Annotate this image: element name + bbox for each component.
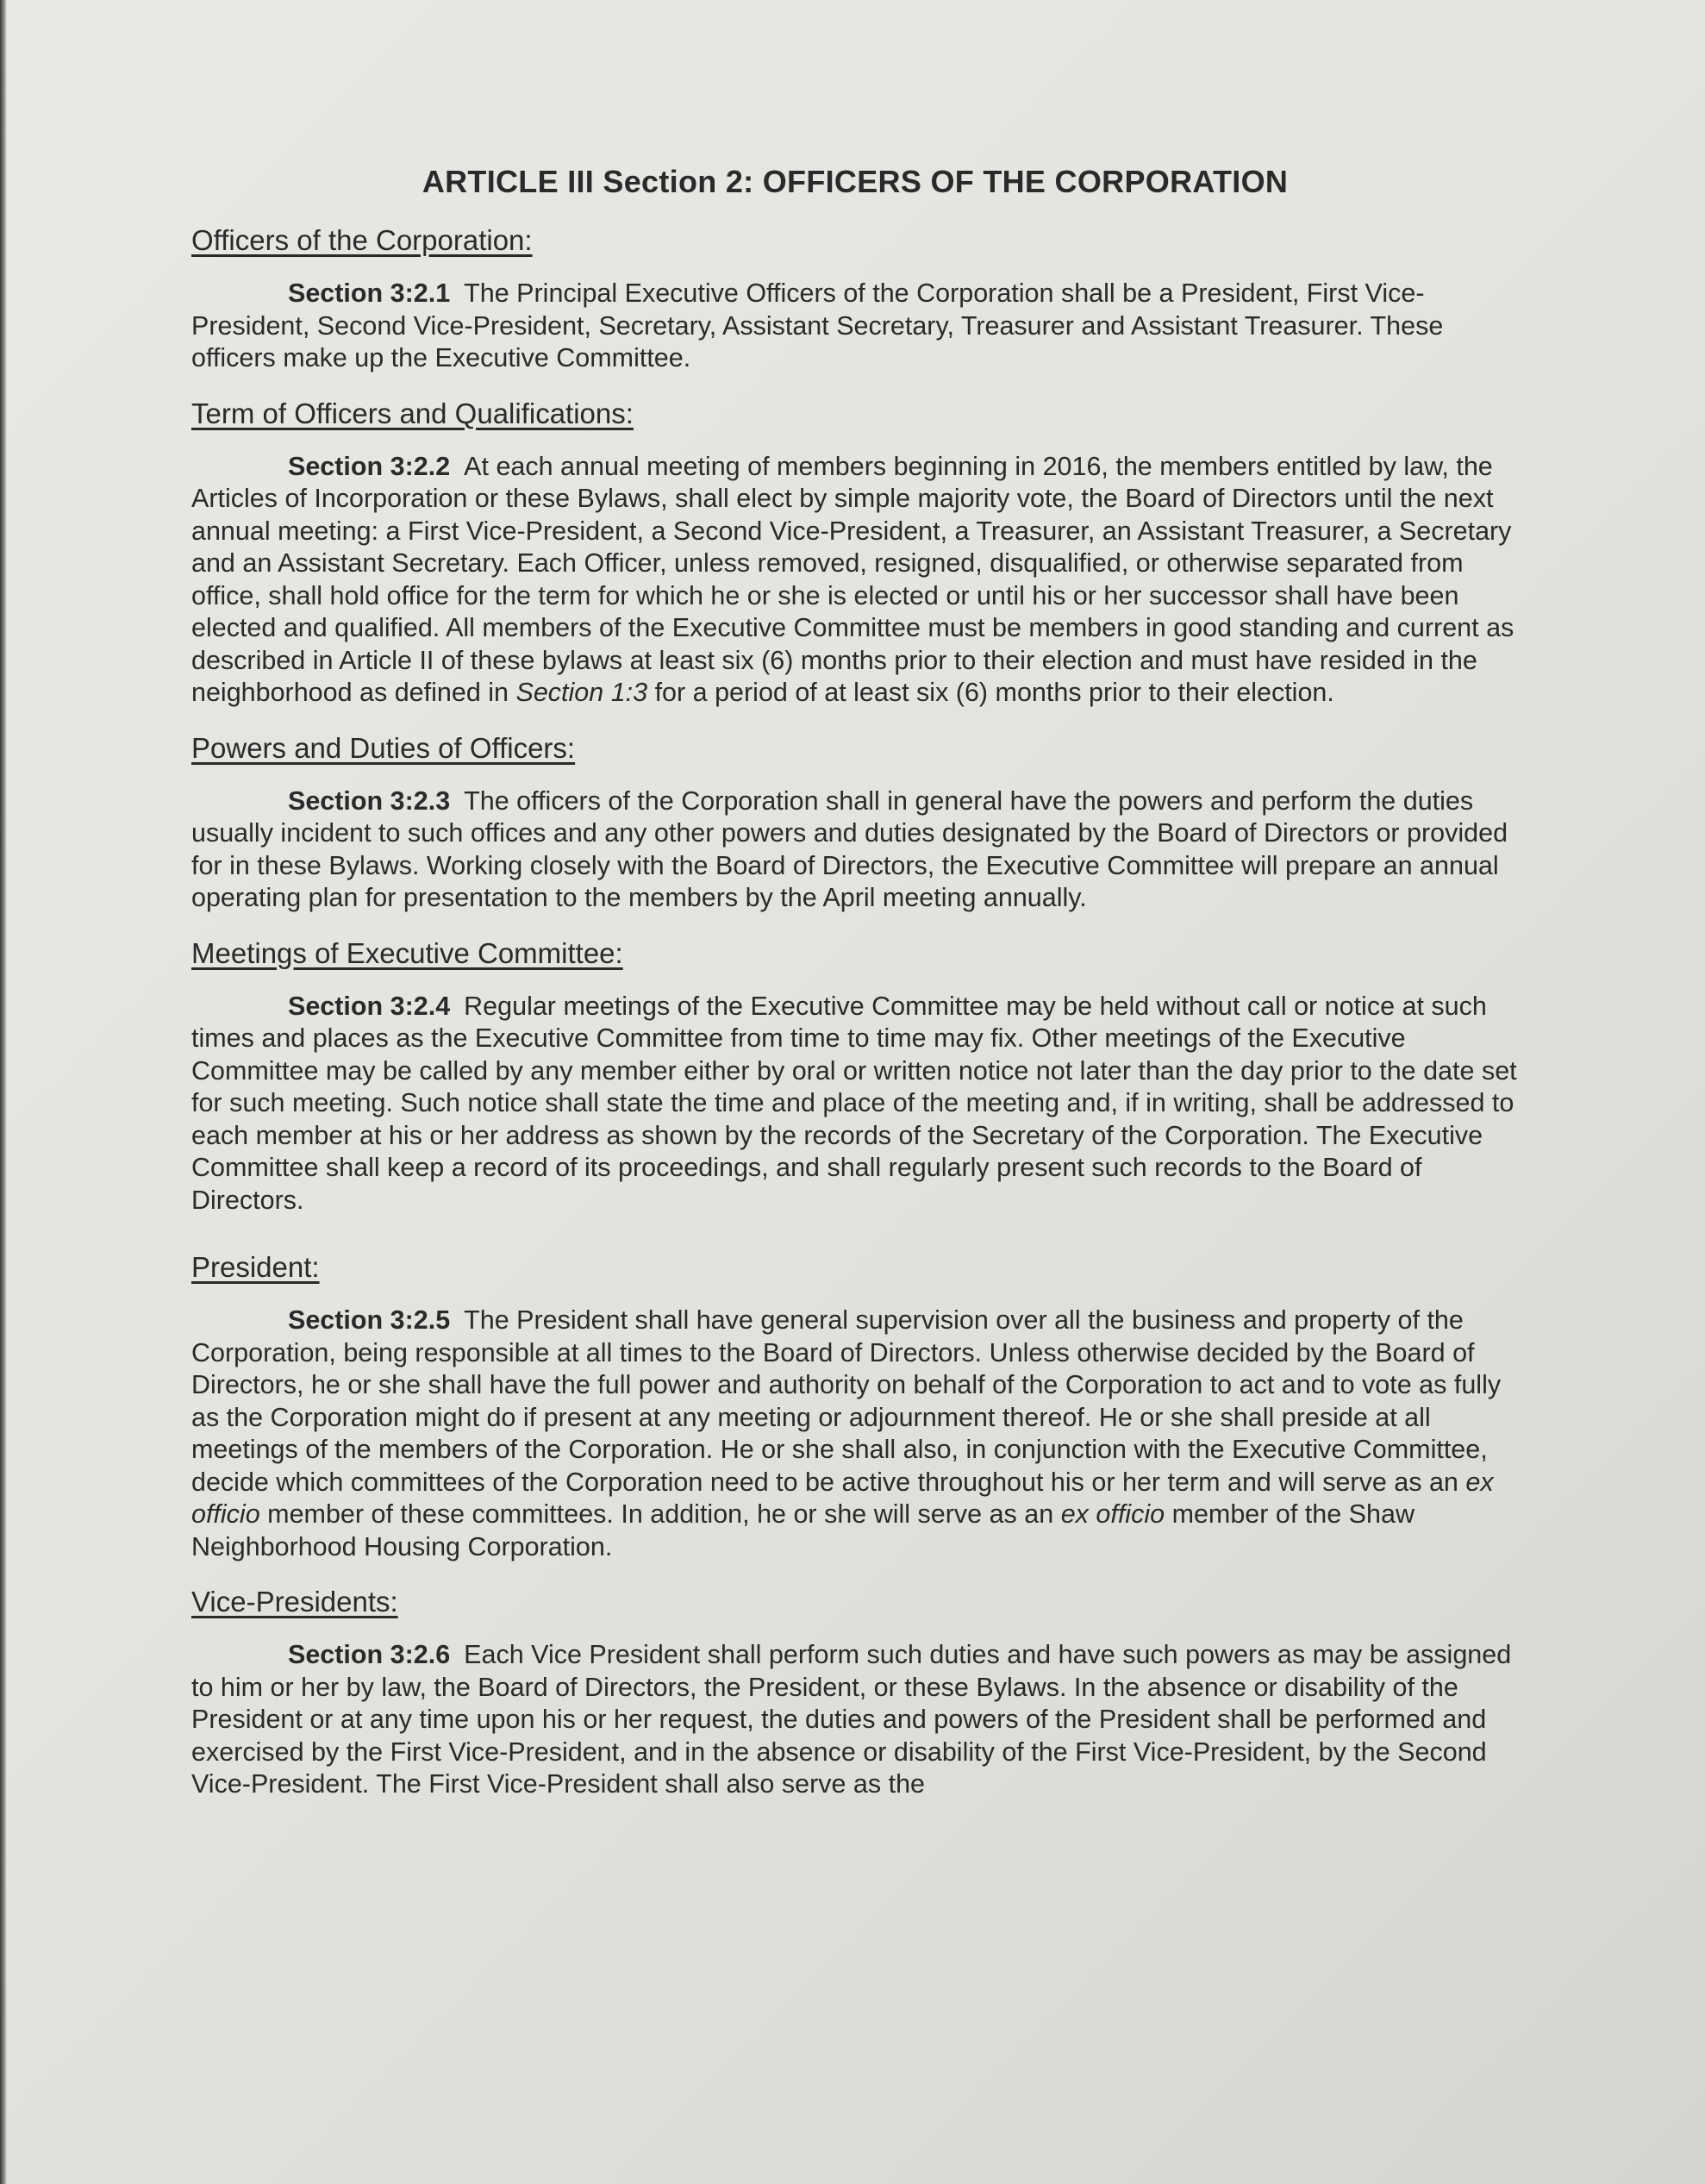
section-heading-powers: Powers and Duties of Officers: <box>191 731 576 764</box>
section-text: The President shall have general supervision over all the business and property of the Corporation, being responsible at all times to the Board of Directors. Unless otherwise decided by the Board of Directors, he or she shall have the full power and authority on behalf of the Corporation to act and to vote as fully as the Corporation might do if present at any meeting or adjournment thereof. He or she shall preside at all meetings of the members of the Corporation. He or she shall also, in conjunction with the Executive Committee, decide which committees of the Corporation need to be active throughout his or her term and will serve as an <box>191 1305 1502 1497</box>
section-paragraph-3-2-5 <box>191 1305 1519 1563</box>
page-edge-shadow <box>0 0 7 2184</box>
section-heading-officers: Officers of the Corporation: <box>191 224 533 256</box>
section-paragraph-3-2-6 <box>191 1639 1519 1801</box>
ex-officio-term: ex officio <box>1060 1499 1165 1529</box>
section-heading-president: President: <box>191 1251 320 1283</box>
section-text-mid: member of these committees. In addition, he or she will serve as an <box>267 1499 1054 1529</box>
section-text: The officers of the Corporation shall in general have the powers and perform the duties usually incident to such offices and any other powers and duties designated by the Board of Directors or provided for in these Bylaws. Working closely with the Board of Directors, the Executive Committee will prepare an annual operating plan for presentation to the members by the April meeting annually. <box>191 785 1508 912</box>
document-title: ARTICLE III Section 2: OFFICERS OF THE CORPORATION <box>422 164 1289 199</box>
section-paragraph-3-2-3 <box>191 785 1519 915</box>
section-number: Section 3:2.2 <box>288 451 451 481</box>
section-text: The Principal Executive Officers of the Corporation shall be a President, First Vice-President, Second Vice-President, Secretary, Assistant Secretary, Treasurer and Assistant Treasurer. These officers make up the Executive Committee. <box>191 278 1444 372</box>
section-heading-term: Term of Officers and Qualifications: <box>191 397 634 429</box>
section-heading-vice-presidents: Vice-Presidents: <box>191 1586 398 1618</box>
section-paragraph-3-2-1 <box>191 278 1519 375</box>
section-text: At each annual meeting of members beginning in 2016, the members entitled by law, the Articles of Incorporation or these Bylaws, shall elect by simple majority vote, the Board of Directors until the next annual meeting: a First Vice-President, a Second Vice-President, a Treasurer, an Assistant Treasurer, a Secretary and an Assistant Secretary. Each Officer, unless removed, resigned, disqualified, or otherwise separated from office, shall hold office for the term for which he or she is elected or until his or her successor shall have been elected and qualified. All members of the Executive Committee must be members in good standing and current as described in Article II of these bylaws at least six (6) months prior to their election and must have resided in the neighborhood as defined in <box>191 451 1515 707</box>
section-heading-meetings: Meetings of Executive Committee: <box>191 936 623 969</box>
section-number: Section 3:2.3 <box>288 785 451 816</box>
section-text: Regular meetings of the Executive Committee may be held without call or notice at such times and places as the Executive Committee from time to time may fix. Other meetings of the Executive Committee may be called by any member either by oral or written notice not later than the day prior to the date set for such meeting. Such notice shall state the time and place of the meeting and, if in writing, shall be addressed to each member at his or her address as shown by the records of the Secretary of the Corporation. The Executive Committee shall keep a record of its proceedings, and shall regularly present such records to the Board of Directors. <box>191 991 1517 1215</box>
section-text-after: member of the Shaw Neighborhood Housing Corporation. <box>191 1499 1415 1561</box>
section-paragraph-3-2-4 <box>191 991 1519 1217</box>
section-text-after: for a period of at least six (6) months prior to their election. <box>654 678 1334 707</box>
section-number: Section 3:2.4 <box>288 991 451 1021</box>
section-number: Section 3:2.5 <box>288 1305 451 1335</box>
section-text: Each Vice President shall perform such duties and have such powers as may be assigned to him or her by law, the Board of Directors, the President, or these Bylaws. In the absence or disability of the President or at any time upon his or her request, the duties and powers of the President shall be performed and exercised by the First Vice-President, and in the absence or disability of the First Vice-President, by the Second Vice-President. The First Vice-President shall also serve as the <box>191 1640 1512 1799</box>
document-body <box>191 164 1519 1824</box>
section-number: Section 3:2.1 <box>288 278 451 308</box>
section-reference: Section 1:3 <box>515 678 648 707</box>
ex-officio-term: ex officio <box>191 1467 1494 1529</box>
section-number: Section 3:2.6 <box>288 1640 451 1669</box>
section-paragraph-3-2-2 <box>191 451 1519 710</box>
